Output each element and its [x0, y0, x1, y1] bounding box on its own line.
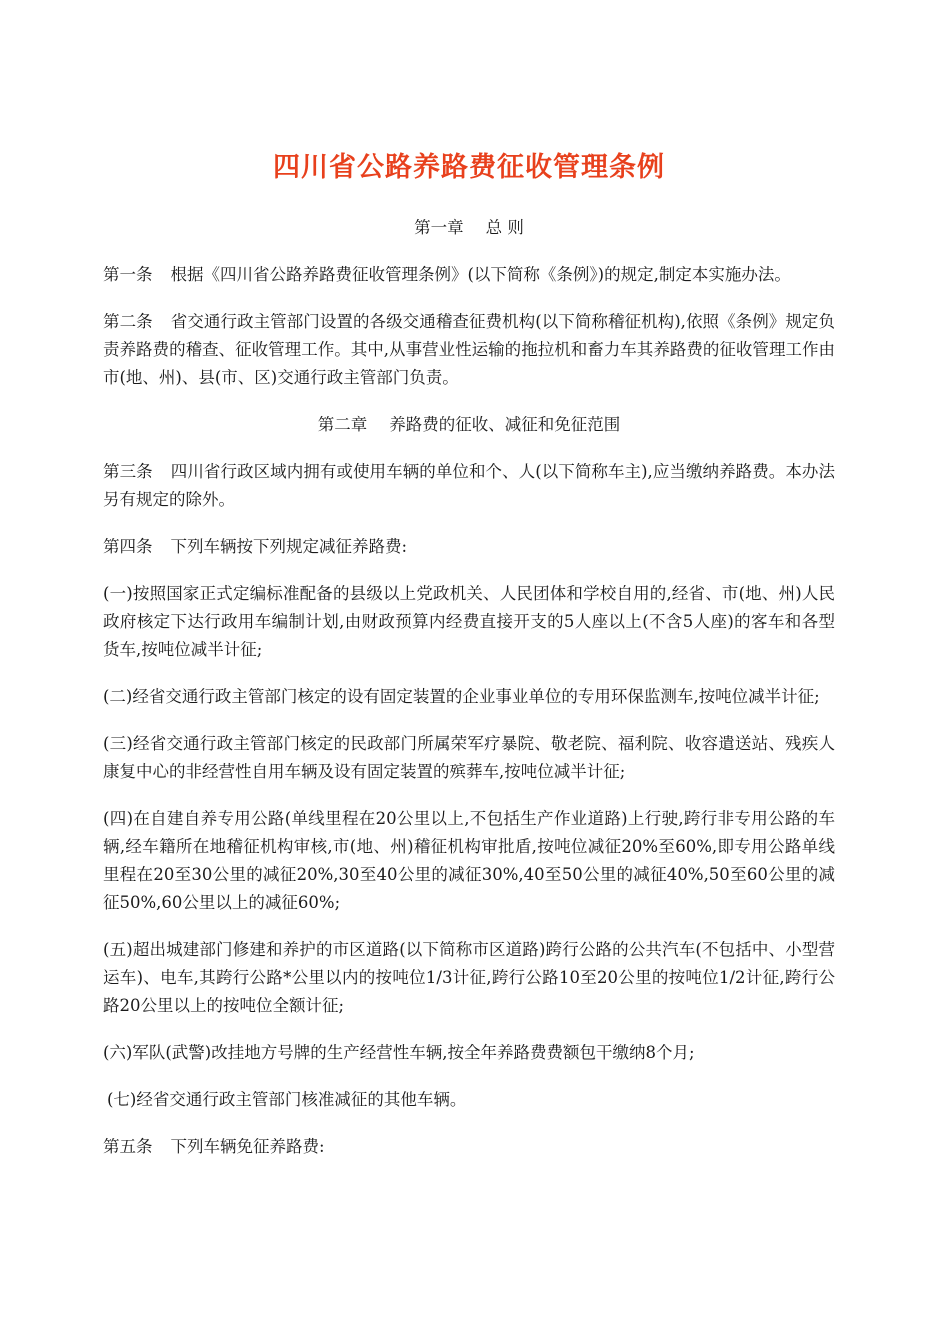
list-item-2: (二)经省交通行政主管部门核定的设有固定装置的企业事业单位的专用环保监测车,按吨位减半计征;	[103, 687, 820, 706]
chapter-heading-1	[103, 214, 835, 242]
chapter-name: 总 则	[485, 218, 524, 237]
document-page	[103, 148, 835, 1180]
list-item-5: (五)超出城建部门修建和养护的市区道路(以下简称市区道路)跨行公路的公共汽车(不包括中、小型营运车)、电车,其跨行公路*公里以内的按吨位1/3计征,跨行公路10至20公里的按吨位1/2计征,跨行公路20公里以上的按吨位全额计征;	[103, 940, 835, 1015]
article-text: 下列车辆免征养路费:	[170, 1137, 325, 1156]
chapter-name: 养路费的征收、减征和免征范围	[389, 415, 621, 434]
article-text: 四川省行政区域内拥有或使用车辆的单位和个、人(以下简称车主),应当缴纳养路费。本办法另有规定的除外。	[103, 462, 836, 509]
article-text: 下列车辆按下列规定减征养路费:	[170, 537, 408, 556]
article-5	[103, 1133, 835, 1161]
article-number: 第二条	[103, 312, 153, 331]
article-text: 省交通行政主管部门设置的各级交通稽查征费机构(以下简称稽征机构),依照《条例》规定负责养路费的稽查、征收管理工作。其中,从事营业性运输的拖拉机和畜力车其养路费的征收管理工作由市(地、州)、县(市、区)交通行政主管部门负责。	[103, 312, 836, 387]
article-4	[103, 533, 835, 561]
article-3	[103, 458, 835, 514]
article-2	[103, 308, 835, 392]
article-number: 第三条	[103, 462, 153, 481]
article-1	[103, 261, 835, 289]
article-number: 第一条	[103, 265, 153, 284]
list-item-7: (七)经省交通行政主管部门核准减征的其他车辆。	[107, 1090, 467, 1109]
chapter-heading-2	[103, 411, 835, 439]
document-title: 四川省公路养路费征收管理条例	[273, 152, 665, 183]
list-item-3: (三)经省交通行政主管部门核定的民政部门所属荣军疗暴院、敬老院、福利院、收容遣送站、残疾人康复中心的非经营性自用车辆及设有固定装置的殡葬车,按吨位减半计征;	[103, 734, 835, 781]
chapter-number: 第二章	[317, 415, 368, 434]
list-item-6: (六)军队(武警)改挂地方号牌的生产经营性车辆,按全年养路费费额包干缴纳8个月;	[103, 1043, 695, 1062]
list-item-1: (一)按照国家正式定编标准配备的县级以上党政机关、人民团体和学校自用的,经省、市(地、州)人民政府核定下达行政用车编制计划,由财政预算内经费直接开支的5人座以上(不含5人座)的客车和各型货车,按吨位减半计征;	[103, 584, 835, 659]
article-text: 根据《四川省公路养路费征收管理条例》(以下简称《条例》)的规定,制定本实施办法。	[170, 265, 791, 284]
list-item-4: (四)在自建自养专用公路(单线里程在20公里以上,不包括生产作业道路)上行驶,跨行非专用公路的车辆,经车籍所在地稽征机构审核,市(地、州)稽征机构审批盾,按吨位减征20%至60%,即专用公路单线里程在20至30公里的减征20%,30至40公里的减征30%,40至50公里的减征40%,50至60公里的减征50%,60公里以上的减征60%;	[103, 809, 835, 912]
article-number: 第五条	[103, 1137, 153, 1156]
chapter-number: 第一章	[414, 218, 464, 237]
article-number: 第四条	[103, 537, 153, 556]
